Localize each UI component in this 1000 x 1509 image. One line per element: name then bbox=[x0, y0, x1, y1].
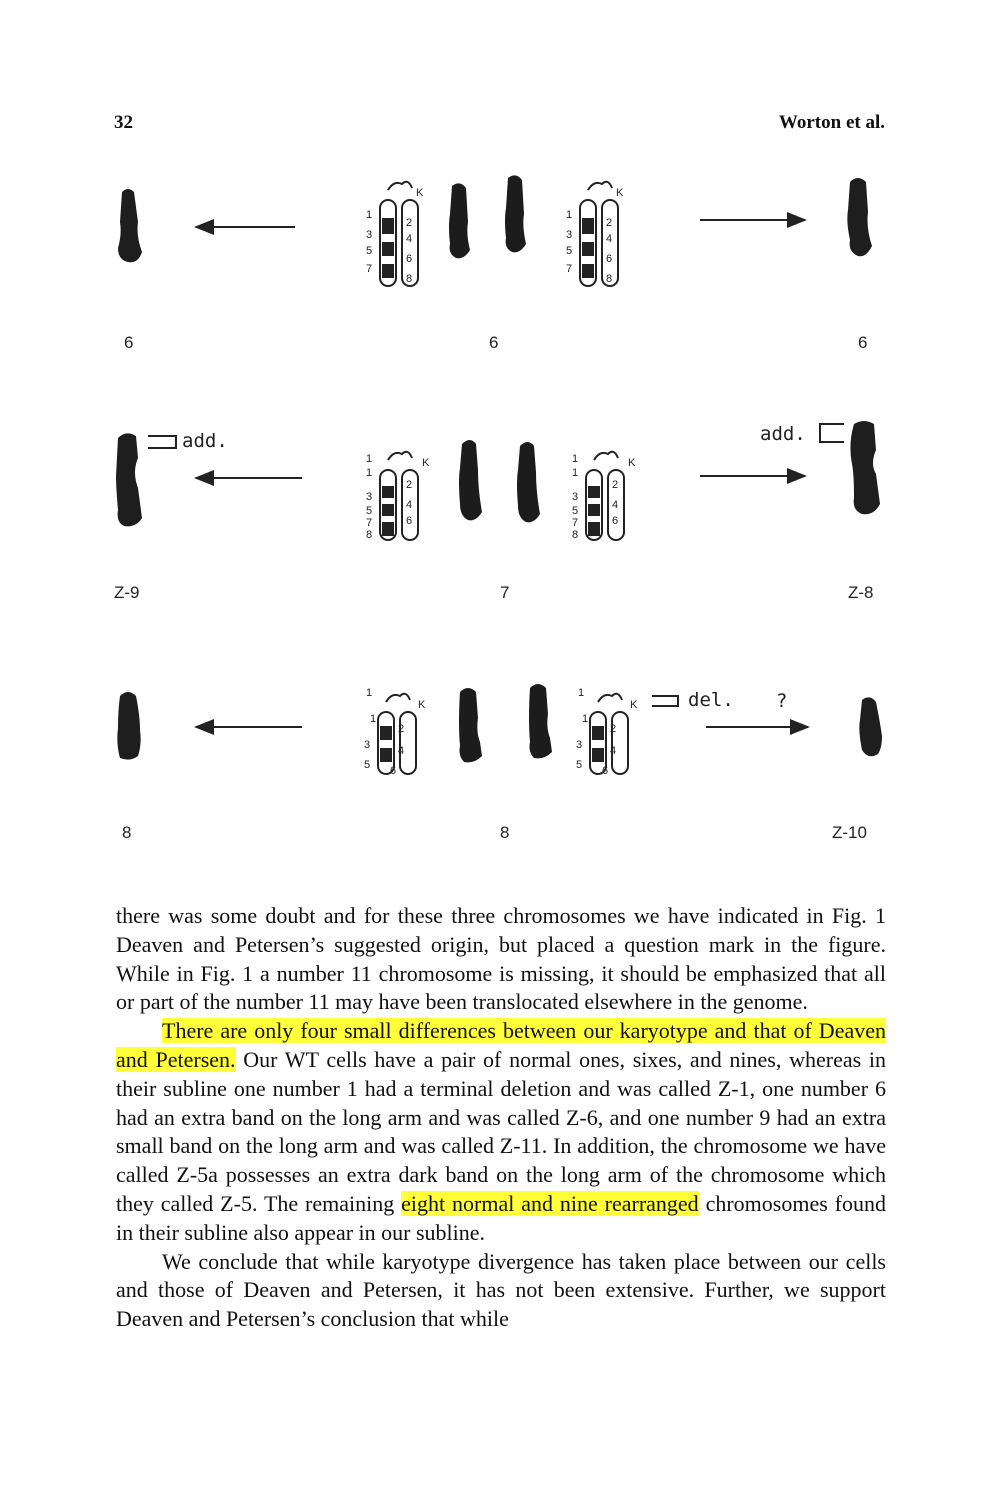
label-center: 6 bbox=[489, 333, 499, 352]
highlighted-phrase: eight normal and nine rearranged bbox=[401, 1190, 699, 1216]
ideogram-mark: 6 bbox=[606, 253, 613, 265]
ideogram-mark: 6 bbox=[406, 515, 413, 527]
ideogram-mark: 8 bbox=[606, 273, 613, 285]
ideogram-mark: 6 bbox=[602, 765, 609, 777]
ideogram-mark: 4 bbox=[406, 233, 413, 245]
ideogram-mark: 3 bbox=[366, 229, 373, 241]
ideogram-mark: 7 bbox=[366, 517, 373, 529]
ideogram-mark: 5 bbox=[366, 505, 373, 517]
chromosome-photo bbox=[459, 684, 552, 762]
ideogram-mark: 7 bbox=[566, 263, 573, 275]
ideogram-mark: K bbox=[418, 699, 426, 711]
chromosome-photo bbox=[449, 175, 526, 258]
label-left: 6 bbox=[124, 333, 134, 352]
ideogram-mark: 4 bbox=[612, 499, 619, 511]
ideogram-mark: 2 bbox=[606, 217, 613, 229]
ideogram-mark: K bbox=[616, 187, 624, 199]
ideogram-mark: 2 bbox=[406, 479, 413, 491]
chromosome-photo bbox=[459, 440, 540, 522]
highlighted-sentence: There are only four small differences between our karyotype and that of Deaven and Petersen. bbox=[116, 1018, 886, 1072]
running-head: Worton et al. bbox=[778, 112, 885, 133]
ideogram-pair bbox=[566, 182, 624, 286]
ideogram-mark: 1 bbox=[572, 467, 579, 479]
ideogram-pair bbox=[366, 182, 424, 286]
ideogram-mark: 5 bbox=[364, 759, 371, 771]
ideogram-mark: 8 bbox=[406, 273, 413, 285]
label-center: 8 bbox=[500, 823, 510, 842]
label-left: 8 bbox=[122, 823, 132, 842]
body-text bbox=[116, 902, 886, 1334]
ideogram-mark: 1 bbox=[366, 467, 373, 479]
ideogram-pair bbox=[364, 687, 426, 777]
ideogram-mark: 5 bbox=[366, 245, 373, 257]
paragraph: there was some doubt and for these three chromosomes we have indicated in Fig. 1 Deaven and Petersen’s suggested origin, but placed a question mark in the figure. While in Fig. 1 a number 11 chromosome is missing, it should be emphasized that all or part of the number 11 may have been translocated elsewhere in the genome. bbox=[116, 903, 886, 1015]
ideogram-mark: 4 bbox=[606, 233, 613, 245]
ideogram-mark: 3 bbox=[572, 491, 579, 503]
label-right: Z-10 bbox=[832, 823, 867, 842]
chromosome-photo bbox=[117, 692, 140, 760]
ideogram-mark: 4 bbox=[398, 745, 405, 757]
annotation-del: del. bbox=[688, 689, 734, 711]
ideogram-mark: 8 bbox=[572, 529, 579, 541]
ideogram-mark: K bbox=[416, 187, 424, 199]
ideogram-mark: 2 bbox=[612, 479, 619, 491]
ideogram-mark: K bbox=[630, 699, 638, 711]
ideogram-mark: 3 bbox=[366, 491, 373, 503]
chromosome-photo bbox=[116, 433, 142, 526]
ideogram-mark: 1 bbox=[582, 713, 589, 725]
ideogram-mark: 5 bbox=[566, 245, 573, 257]
ideogram-mark: 8 bbox=[366, 529, 373, 541]
ideogram-mark: 2 bbox=[406, 217, 413, 229]
paragraph: We conclude that while karyotype divergence has taken place between our cells and those of Deaven and Petersen, it has not been extensive. Further, we support Deaven and Petersen’s conclusion that while bbox=[116, 1248, 886, 1332]
ideogram-pair bbox=[366, 452, 430, 541]
ideogram-mark: 5 bbox=[576, 759, 583, 771]
ideogram-mark: 1 bbox=[366, 453, 373, 465]
row-2 bbox=[114, 421, 880, 602]
ideogram-pair bbox=[576, 687, 638, 777]
ideogram-mark: 1 bbox=[370, 713, 377, 725]
ideogram-mark: 4 bbox=[610, 745, 617, 757]
ideogram-mark: 1 bbox=[572, 453, 579, 465]
chromosome-photo bbox=[859, 697, 882, 756]
page-number: 32 bbox=[114, 112, 133, 133]
chromosome-photo bbox=[118, 189, 142, 262]
ideogram-mark: 7 bbox=[572, 517, 579, 529]
text-span: Our WT cells have a pair of normal ones, sixes, and nines, whereas in their subline one number 1 had a terminal deletion and was called Z-1, one number 6 had an extra band on the long arm and was called Z-6, and one number 9 had an extra small band on the long arm and was called Z-11. In addition, the chromosome we have called Z-5a possesses an extra dark band on the long arm of the chromosome which they called Z-5. The remaining bbox=[116, 1046, 886, 1216]
ideogram-mark: 6 bbox=[612, 515, 619, 527]
row-1 bbox=[118, 175, 872, 352]
label-right: Z-8 bbox=[848, 583, 874, 602]
ideogram-mark: 6 bbox=[390, 765, 397, 777]
ideogram-mark: 7 bbox=[366, 263, 373, 275]
ideogram-mark: 3 bbox=[566, 229, 573, 241]
ideogram-mark: 6 bbox=[406, 253, 413, 265]
chromosome-photo bbox=[847, 178, 872, 256]
paragraph bbox=[116, 1017, 886, 1247]
label-right: 6 bbox=[858, 333, 868, 352]
ideogram-mark: 1 bbox=[366, 209, 373, 221]
label-center: 7 bbox=[500, 583, 510, 602]
ideogram-mark: 2 bbox=[610, 723, 617, 735]
row-3 bbox=[117, 684, 882, 842]
ideogram-mark: K bbox=[628, 457, 636, 469]
ideogram-pair bbox=[572, 452, 636, 541]
annotation-add: add. bbox=[760, 423, 806, 445]
chromosome-photo bbox=[850, 421, 880, 514]
ideogram-mark: 5 bbox=[572, 505, 579, 517]
ideogram-mark: 3 bbox=[364, 739, 371, 751]
ideogram-mark: 1 bbox=[366, 687, 373, 699]
text-span: chromosomes found in their subline also appear in our subline. bbox=[116, 1190, 887, 1245]
ideogram-mark: 1 bbox=[566, 209, 573, 221]
ideogram-mark: 1 bbox=[578, 687, 585, 699]
annotation-query: ? bbox=[776, 690, 788, 712]
annotation-add: add. bbox=[182, 430, 228, 452]
ideogram-mark: 3 bbox=[576, 739, 583, 751]
ideogram-mark: K bbox=[422, 457, 430, 469]
label-left: Z-9 bbox=[114, 583, 140, 602]
ideogram-mark: 4 bbox=[406, 499, 413, 511]
ideogram-mark: 2 bbox=[398, 723, 405, 735]
